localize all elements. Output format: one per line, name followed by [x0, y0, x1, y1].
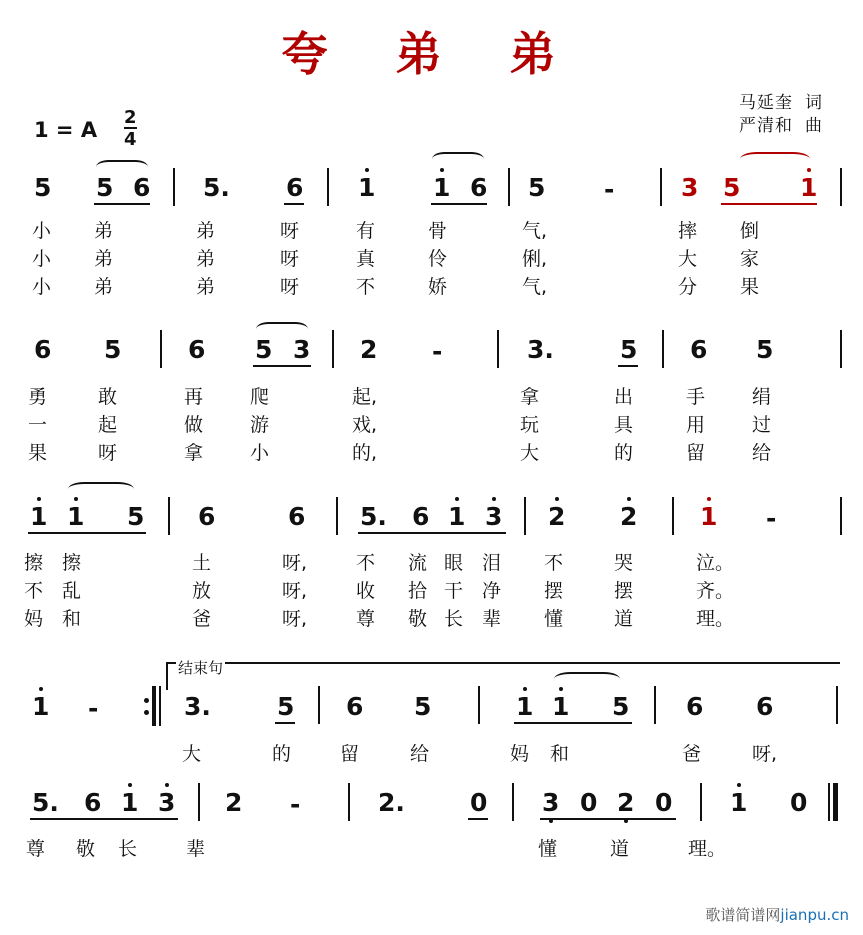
note: 0 — [580, 788, 598, 817]
note: 1 — [32, 692, 50, 721]
beam — [28, 532, 146, 534]
barline — [497, 330, 499, 368]
note: 6 — [198, 502, 216, 531]
meter-denominator: 4 — [124, 129, 137, 150]
lyric: 弟 — [94, 220, 114, 242]
barline — [672, 497, 674, 535]
beam — [431, 203, 487, 205]
note: 2 — [620, 502, 638, 531]
footer-watermark — [705, 904, 849, 925]
note: 6 — [412, 502, 430, 531]
slur — [68, 482, 134, 496]
note: 2 — [548, 502, 566, 531]
lyric: 具 — [614, 414, 634, 436]
repeat-sign — [152, 686, 164, 726]
note: 6 — [470, 173, 488, 202]
lyric: 土 — [192, 552, 212, 574]
note: 5 — [277, 692, 295, 721]
ending-bracket — [166, 662, 840, 690]
lyric: 弟 — [94, 248, 114, 270]
footer-text: 歌谱简谱网 — [705, 906, 781, 924]
barline — [660, 168, 662, 206]
note: 5 — [104, 335, 122, 364]
lyric: 用 — [686, 414, 706, 436]
lyric: 不 — [544, 552, 564, 574]
lyric: 气, — [522, 220, 548, 242]
barline — [662, 330, 664, 368]
note: 3 — [293, 335, 311, 364]
barline — [160, 330, 162, 368]
lyric: 一 — [28, 414, 48, 436]
lyric: 爸 — [192, 608, 212, 630]
barline — [840, 168, 842, 206]
note: 2. — [378, 788, 405, 817]
barline — [700, 783, 702, 821]
credit-lyricist — [739, 92, 823, 115]
note: 6 — [84, 788, 102, 817]
lyric: 道 — [614, 608, 634, 630]
lyric: 有 — [356, 220, 376, 242]
lyric: 摆 — [614, 580, 634, 602]
composer-name: 严清和 — [739, 116, 793, 136]
lyric: 不 — [356, 276, 376, 298]
lyric: 辈 — [186, 838, 206, 860]
note: 6 — [686, 692, 704, 721]
lyric: 敬 — [76, 838, 96, 860]
lyric: 道 — [610, 838, 630, 860]
note: 1 — [448, 502, 466, 531]
lyric: 摔 — [678, 220, 698, 242]
note: 5. — [360, 502, 387, 531]
sustain-dash: - — [432, 337, 443, 366]
note: 5 — [127, 502, 145, 531]
lyric: 真 — [356, 248, 376, 270]
lyric: 呀, — [282, 580, 308, 602]
lyric: 尊 — [26, 838, 46, 860]
note: 6 — [286, 173, 304, 202]
lyric: 拿 — [184, 442, 204, 464]
lyric: 尊 — [356, 608, 376, 630]
page-title: 夸 弟 弟 — [281, 27, 582, 81]
lyric: 游 — [250, 414, 270, 436]
lyric: 伶 — [428, 248, 448, 270]
lyric: 果 — [28, 442, 48, 464]
lyric: 气, — [522, 276, 548, 298]
note: 1 — [516, 692, 534, 721]
beam — [253, 365, 311, 367]
lyric: 弟 — [94, 276, 114, 298]
barline — [336, 497, 338, 535]
note: 0 — [655, 788, 673, 817]
lyric: 敬 — [408, 608, 428, 630]
barline — [348, 783, 350, 821]
lyric: 起 — [98, 414, 118, 436]
beam — [468, 818, 488, 820]
credits — [739, 92, 823, 138]
lyric: 泪 — [482, 552, 502, 574]
beam — [284, 203, 304, 205]
sustain-dash: - — [88, 694, 99, 723]
beam — [275, 722, 295, 724]
note: 5 — [255, 335, 273, 364]
lyric: 哭 — [614, 552, 634, 574]
note: 3. — [527, 335, 554, 364]
beam — [721, 203, 817, 205]
barline — [327, 168, 329, 206]
lyric: 呀 — [280, 276, 300, 298]
lyric: 大 — [182, 743, 202, 765]
lyric: 爸 — [682, 743, 702, 765]
slur — [740, 152, 810, 166]
barline — [654, 686, 656, 724]
beam — [618, 365, 638, 367]
lyric: 摆 — [544, 580, 564, 602]
lyric: 不 — [356, 552, 376, 574]
note: 1 — [730, 788, 748, 817]
barline — [478, 686, 480, 724]
lyric: 家 — [740, 248, 760, 270]
lyric: 妈 — [510, 743, 530, 765]
lyric: 给 — [410, 743, 430, 765]
lyric: 放 — [192, 580, 212, 602]
lyric: 长 — [118, 838, 138, 860]
sustain-dash: - — [604, 175, 615, 204]
lyric: 分 — [678, 276, 698, 298]
lyric: 和 — [550, 743, 570, 765]
lyric: 玩 — [520, 414, 540, 436]
note: 6 — [346, 692, 364, 721]
lyric: 懂 — [544, 608, 564, 630]
lyric: 小 — [32, 248, 52, 270]
lyric: 呀 — [280, 220, 300, 242]
lyric: 留 — [340, 743, 360, 765]
lyric: 爬 — [250, 386, 270, 408]
barline — [836, 686, 838, 724]
slur — [554, 672, 620, 686]
barline — [198, 783, 200, 821]
lyric: 倒 — [740, 220, 760, 242]
beam — [514, 722, 632, 724]
lyricist-name: 马延奎 — [739, 93, 793, 113]
ending-label: 结束句 — [178, 659, 224, 677]
note: 1 — [800, 173, 818, 202]
lyric: 拿 — [520, 386, 540, 408]
note: 5 — [528, 173, 546, 202]
note: 6 — [690, 335, 708, 364]
lyric: 辈 — [482, 608, 502, 630]
lyric: 不 — [24, 580, 44, 602]
lyric: 呀 — [98, 442, 118, 464]
sustain-dash: - — [290, 790, 301, 819]
lyric: 理。 — [696, 608, 735, 630]
lyric: 娇 — [428, 276, 448, 298]
lyric: 呀, — [282, 608, 308, 630]
note: 3 — [158, 788, 176, 817]
lyric: 眼 — [444, 552, 464, 574]
note: 0 — [470, 788, 488, 817]
note: 5 — [612, 692, 630, 721]
note: 5 — [414, 692, 432, 721]
note: 6 — [34, 335, 52, 364]
meter-numerator: 2 — [124, 107, 137, 128]
lyricist-role: 词 — [805, 93, 823, 113]
note: 5 — [96, 173, 114, 202]
beam — [94, 203, 150, 205]
lyric: 小 — [32, 220, 52, 242]
note: 3 — [542, 788, 560, 817]
barline — [512, 783, 514, 821]
barline — [173, 168, 175, 206]
lyric: 弟 — [196, 276, 216, 298]
lyric: 妈 — [24, 608, 44, 630]
lyric: 敢 — [98, 386, 118, 408]
lyric: 出 — [614, 386, 634, 408]
lyric: 净 — [482, 580, 502, 602]
time-signature — [124, 108, 137, 149]
lyric: 戏, — [352, 414, 378, 436]
note: 6 — [133, 173, 151, 202]
note: 3 — [485, 502, 503, 531]
note: 6 — [288, 502, 306, 531]
note: 3. — [184, 692, 211, 721]
lyric: 流 — [408, 552, 428, 574]
note: 5 — [34, 173, 52, 202]
lyric: 的 — [614, 442, 634, 464]
note: 1 — [358, 173, 376, 202]
lyric: 的 — [272, 743, 292, 765]
lyric: 大 — [520, 442, 540, 464]
note: 2 — [225, 788, 243, 817]
note: 5. — [203, 173, 230, 202]
lyric: 小 — [32, 276, 52, 298]
slur — [256, 322, 308, 336]
lyric: 擦 — [62, 552, 82, 574]
slur — [96, 160, 148, 174]
note: 5 — [620, 335, 638, 364]
lyric: 收 — [356, 580, 376, 602]
note: 1 — [433, 173, 451, 202]
lyric: 呀, — [752, 743, 778, 765]
lyric: 手 — [686, 386, 706, 408]
beam — [30, 818, 178, 820]
slur — [432, 152, 484, 166]
lyric: 和 — [62, 608, 82, 630]
footer-site: jianpu.cn — [780, 906, 849, 924]
note: 1 — [30, 502, 48, 531]
note: 0 — [790, 788, 808, 817]
lyric: 乱 — [62, 580, 82, 602]
lyric: 绢 — [752, 386, 772, 408]
sustain-dash: - — [766, 504, 777, 533]
lyric: 过 — [752, 414, 772, 436]
composer-role: 曲 — [805, 116, 823, 136]
note: 5 — [723, 173, 741, 202]
note: 2 — [617, 788, 635, 817]
lyric: 做 — [184, 414, 204, 436]
final-barline — [828, 783, 840, 821]
note: 5 — [756, 335, 774, 364]
lyric: 再 — [184, 386, 204, 408]
lyric: 俐, — [522, 248, 548, 270]
beam — [540, 818, 676, 820]
lyric: 干 — [444, 580, 464, 602]
lyric: 弟 — [196, 220, 216, 242]
lyric: 起, — [352, 386, 378, 408]
barline — [168, 497, 170, 535]
lyric: 骨 — [428, 220, 448, 242]
barline — [840, 497, 842, 535]
barline — [840, 330, 842, 368]
lyric: 长 — [444, 608, 464, 630]
beam — [358, 532, 506, 534]
note: 1 — [67, 502, 85, 531]
lyric: 大 — [678, 248, 698, 270]
note: 6 — [188, 335, 206, 364]
note: 6 — [756, 692, 774, 721]
note: 3 — [681, 173, 699, 202]
barline — [524, 497, 526, 535]
note: 1 — [700, 502, 718, 531]
note: 1 — [121, 788, 139, 817]
barline — [318, 686, 320, 724]
lyric: 勇 — [28, 386, 48, 408]
note: 1 — [552, 692, 570, 721]
lyric: 留 — [686, 442, 706, 464]
lyric: 给 — [752, 442, 772, 464]
lyric: 懂 — [538, 838, 558, 860]
lyric: 齐。 — [696, 580, 735, 602]
lyric: 呀, — [282, 552, 308, 574]
lyric: 果 — [740, 276, 760, 298]
barline — [508, 168, 510, 206]
lyric: 拾 — [408, 580, 428, 602]
key-signature: 1 = A — [34, 118, 98, 142]
lyric: 弟 — [196, 248, 216, 270]
note: 5. — [32, 788, 59, 817]
lyric: 理。 — [688, 838, 727, 860]
credit-composer — [739, 115, 823, 138]
lyric: 小 — [250, 442, 270, 464]
barline — [332, 330, 334, 368]
lyric: 泣。 — [696, 552, 735, 574]
note: 2 — [360, 335, 378, 364]
lyric: 呀 — [280, 248, 300, 270]
lyric: 的, — [352, 442, 378, 464]
lyric: 擦 — [24, 552, 44, 574]
